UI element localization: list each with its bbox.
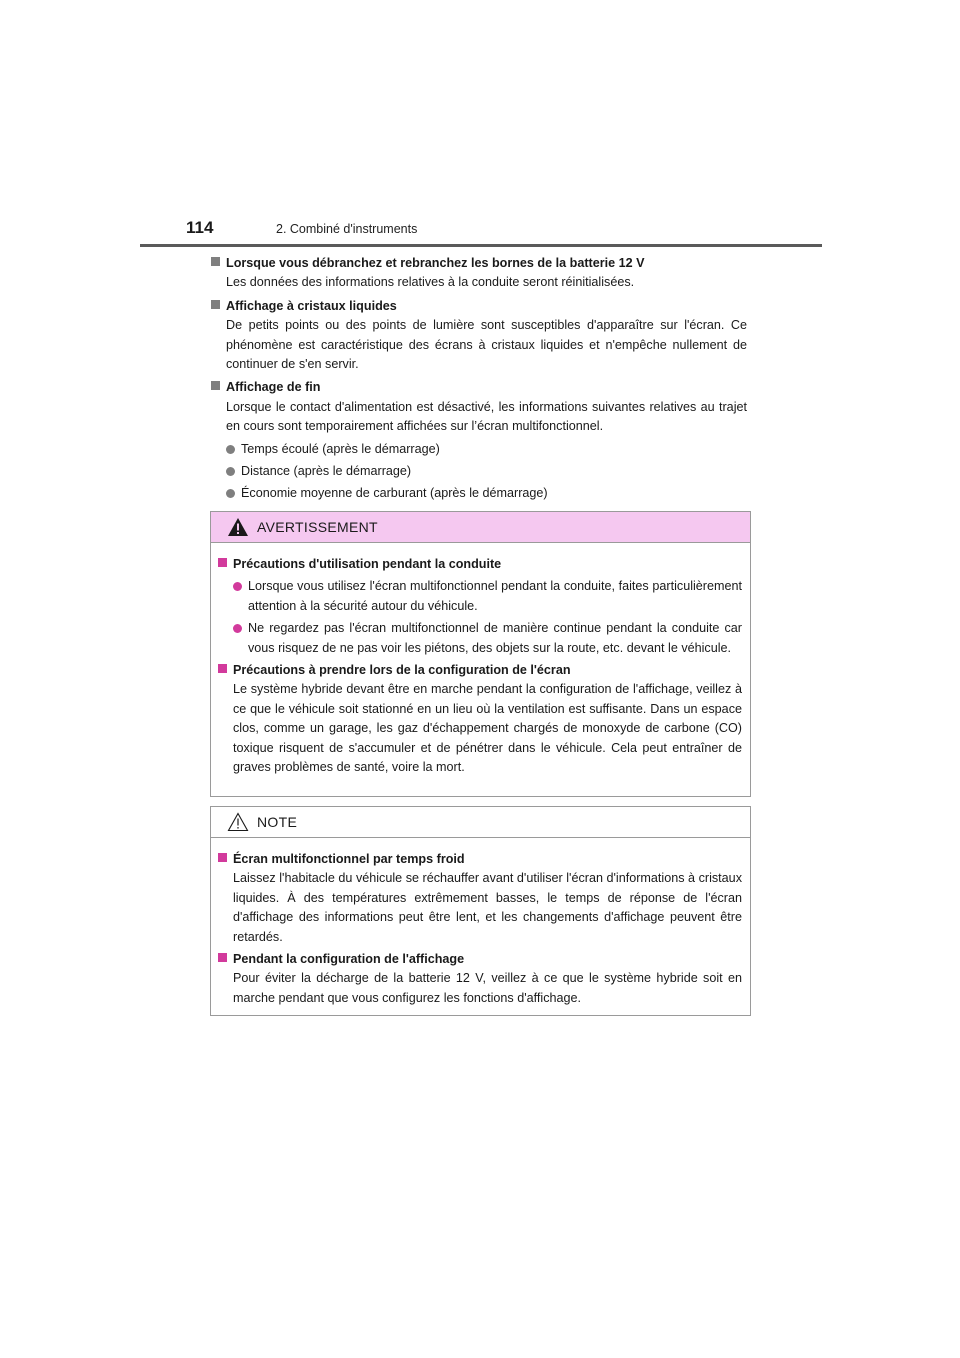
section-marker-icon [218, 558, 227, 567]
section-body: Le système hybride devant être en marche pendant la configuration de l'affichage, veillez à ce que le véhicule soit stationné en un lieu où la ventilation est suffisante. Dans un espace clos, comme un garage, les gaz d'échappement chargés de monoxyde de carbone (CO) toxique risquent de s'accumuler et de pénétrer dans le véhicule. Cela peut entraîner de graves problèmes de santé, voire la mort. [233, 682, 742, 775]
section-marker-icon [211, 257, 220, 266]
main-content [211, 254, 747, 508]
bullet-icon [226, 445, 235, 454]
section-marker-icon [218, 853, 227, 862]
section-title: Précautions à prendre lors de la configuration de l'écran [233, 663, 571, 678]
list-item: Lorsque vous utilisez l'écran multifonctionnel pendant la conduite, faites particulièrement attention à la sécurité autour du véhicule. [218, 577, 742, 616]
warning-title: AVERTISSEMENT [257, 519, 378, 535]
section-end-display [211, 378, 747, 503]
warning-triangle-icon [227, 517, 249, 537]
section-body: Lorsque le contact d'alimentation est désactivé, les informations suivantes relatives au trajet en cours sont temporairement affichées sur l’écran multifonctionnel. [226, 399, 747, 434]
section-title: Lorsque vous débranchez et rebranchez les bornes de la batterie 12 V [226, 256, 645, 270]
bullet-icon [226, 489, 235, 498]
section-lcd [211, 297, 747, 375]
chapter-title: 2. Combiné d'instruments [276, 222, 418, 236]
warning-section-driving [218, 555, 742, 658]
section-marker-icon [218, 664, 227, 673]
section-marker-icon [218, 953, 227, 962]
section-title: Affichage à cristaux liquides [226, 298, 397, 313]
note-section-config [218, 950, 742, 1008]
header-rule [140, 244, 822, 247]
list-item: Temps écoulé (après le démarrage) [211, 440, 747, 459]
warning-box [210, 511, 751, 797]
section-body: Laissez l'habitacle du véhicule se réchauffer avant d'utiliser l'écran d'informations à cristaux liquides. À des températures extrêmement basses, le temps de réponse de l'écran d'affichage des informations peut être lent, et les changements d'affichage peuvent être retardés. [233, 871, 742, 944]
list-item: Ne regardez pas l'écran multifonctionnel de manière continue pendant la conduite car vous risquez de ne pas voir les piétons, des objets sur la route, etc. devant le véhicule. [218, 619, 742, 658]
section-title: Précautions d'utilisation pendant la conduite [233, 557, 502, 571]
list-item: Distance (après le démarrage) [211, 462, 747, 481]
note-header [211, 807, 750, 838]
note-box [210, 806, 751, 1016]
section-marker-icon [211, 300, 220, 309]
bullet-icon [233, 582, 242, 591]
warning-section-config [218, 661, 742, 777]
section-title: Pendant la configuration de l'affichage [233, 952, 465, 967]
section-body: Les données des informations relatives à la conduite seront réinitialisées. [226, 275, 635, 290]
bullet-icon [226, 467, 235, 476]
section-body: De petits points ou des points de lumière sont susceptibles d'apparaître sur l'écran. Ce phénomène est caractéristique des écrans à cristaux liquides et n'empêche nullement de continuer de s'en servir. [226, 318, 747, 372]
warning-header [211, 512, 750, 543]
section-body: Pour éviter la décharge de la batterie 12 V, veillez à ce que le système hybride soit en marche pendant que vous configurez les fonctions d'affichage. [233, 971, 742, 1005]
section-marker-icon [211, 381, 220, 390]
section-title: Affichage de fin [226, 380, 321, 395]
section-battery [211, 254, 747, 293]
page-header [140, 218, 822, 246]
bullet-icon [233, 624, 242, 633]
note-title: NOTE [257, 814, 298, 830]
caution-triangle-outline-icon [227, 812, 249, 832]
note-section-cold [218, 850, 742, 947]
page-number: 114 [186, 218, 214, 237]
list-item: Économie moyenne de carburant (après le démarrage) [211, 484, 747, 503]
section-title: Écran multifonctionnel par temps froid [233, 852, 465, 866]
